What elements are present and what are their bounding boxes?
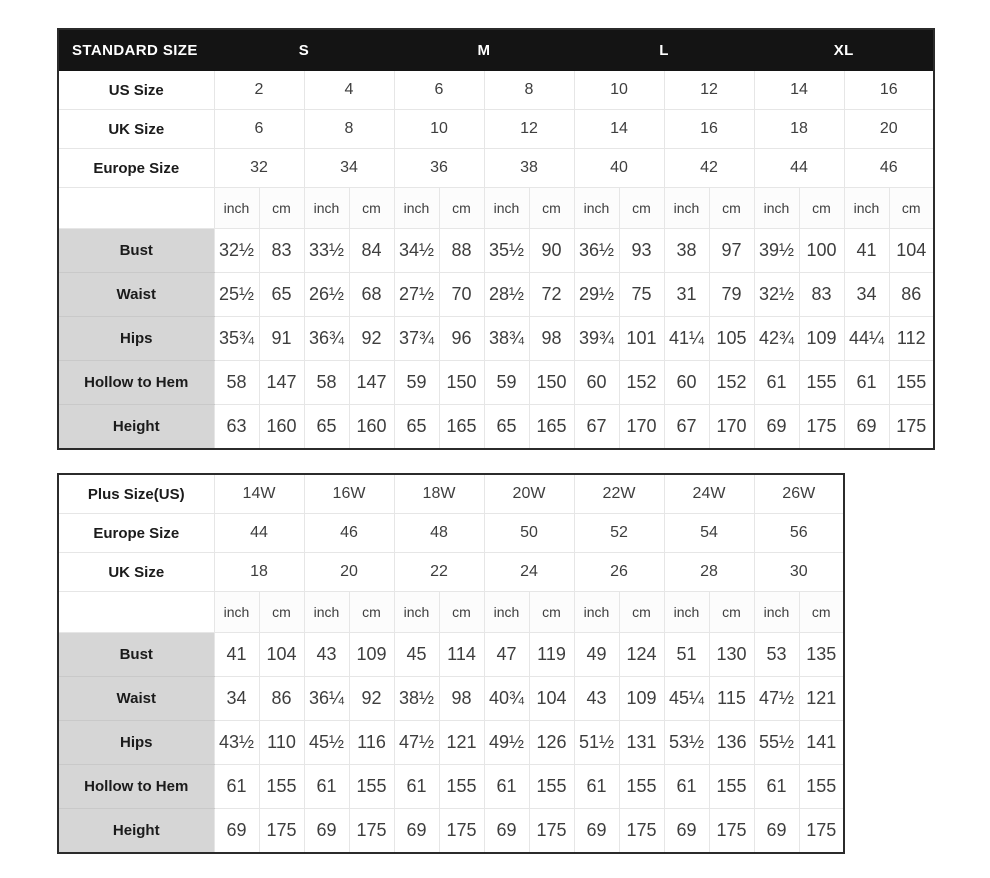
measurement-inch-cell: 67: [574, 405, 619, 450]
measurement-inch-cell: 35¾: [214, 317, 259, 361]
size-value-cell: 44: [214, 514, 304, 553]
measurement-cm-cell: 121: [439, 721, 484, 765]
measurement-cm-cell: 147: [349, 361, 394, 405]
measurement-cm-cell: 175: [439, 809, 484, 854]
measurement-inch-cell: 53: [754, 633, 799, 677]
measurement-inch-cell: 55½: [754, 721, 799, 765]
measurement-inch-cell: 37¾: [394, 317, 439, 361]
measurement-cm-cell: 75: [619, 273, 664, 317]
size-value-cell: 20: [844, 110, 934, 149]
unit-cm-label: cm: [529, 592, 574, 633]
measurement-inch-cell: 53½: [664, 721, 709, 765]
measurement-cm-cell: 83: [259, 229, 304, 273]
unit-cm-label: cm: [259, 188, 304, 229]
measurement-cm-cell: 98: [529, 317, 574, 361]
measurement-inch-cell: 61: [394, 765, 439, 809]
row-label: Europe Size: [58, 149, 214, 188]
measurement-cm-cell: 115: [709, 677, 754, 721]
measurement-inch-cell: 69: [754, 809, 799, 854]
measurement-inch-cell: 61: [214, 765, 259, 809]
measurement-inch-cell: 61: [664, 765, 709, 809]
size-value-cell: 20: [304, 553, 394, 592]
size-value-cell: 12: [664, 71, 754, 110]
measurement-cm-cell: 175: [259, 809, 304, 854]
measurement-cm-cell: 141: [799, 721, 844, 765]
unit-inch-label: inch: [754, 592, 799, 633]
measurement-inch-cell: 59: [484, 361, 529, 405]
measurement-inch-cell: 69: [754, 405, 799, 450]
measurement-inch-cell: 58: [304, 361, 349, 405]
measurement-cm-cell: 104: [529, 677, 574, 721]
measurement-inch-cell: 43½: [214, 721, 259, 765]
measurement-cm-cell: 98: [439, 677, 484, 721]
size-value-cell: 52: [574, 514, 664, 553]
measurement-cm-cell: 155: [439, 765, 484, 809]
empty-corner-cell: [58, 188, 214, 229]
size-value-cell: 8: [484, 71, 574, 110]
measurement-inch-cell: 47½: [394, 721, 439, 765]
row-label: UK Size: [58, 553, 214, 592]
measurement-inch-cell: 49½: [484, 721, 529, 765]
measurement-cm-cell: 160: [349, 405, 394, 450]
measurement-inch-cell: 61: [574, 765, 619, 809]
unit-cm-label: cm: [349, 188, 394, 229]
measurement-cm-cell: 86: [259, 677, 304, 721]
measurement-inch-cell: 45: [394, 633, 439, 677]
measurement-cm-cell: 104: [889, 229, 934, 273]
measurement-cm-cell: 79: [709, 273, 754, 317]
measurement-cm-cell: 131: [619, 721, 664, 765]
measurement-cm-cell: 126: [529, 721, 574, 765]
units-row: [58, 592, 844, 633]
measurement-cm-cell: 175: [529, 809, 574, 854]
row-label: UK Size: [58, 110, 214, 149]
unit-inch-label: inch: [484, 188, 529, 229]
size-value-cell: 12: [484, 110, 574, 149]
measurement-inch-cell: 47½: [754, 677, 799, 721]
measurement-inch-cell: 31: [664, 273, 709, 317]
measurement-cm-cell: 175: [349, 809, 394, 854]
measurement-cm-cell: 170: [709, 405, 754, 450]
table-title: STANDARD SIZE: [58, 29, 214, 71]
measurement-cm-cell: 175: [889, 405, 934, 450]
size-value-cell: 20W: [484, 474, 574, 514]
unit-cm-label: cm: [619, 592, 664, 633]
size-value-cell: 6: [394, 71, 484, 110]
measurement-row: [58, 405, 934, 450]
measurement-row: [58, 765, 844, 809]
measurement-cm-cell: 109: [349, 633, 394, 677]
measurement-cm-cell: 121: [799, 677, 844, 721]
measurement-inch-cell: 69: [844, 405, 889, 450]
size-value-cell: 22: [394, 553, 484, 592]
measurement-cm-cell: 155: [529, 765, 574, 809]
unit-cm-label: cm: [259, 592, 304, 633]
measurement-cm-cell: 152: [709, 361, 754, 405]
size-value-cell: 46: [844, 149, 934, 188]
measurement-cm-cell: 84: [349, 229, 394, 273]
size-row: [58, 553, 844, 592]
unit-inch-label: inch: [214, 188, 259, 229]
measurement-cm-cell: 150: [439, 361, 484, 405]
measurement-inch-cell: 43: [304, 633, 349, 677]
measurement-inch-cell: 69: [484, 809, 529, 854]
measurement-row: [58, 317, 934, 361]
size-value-cell: 44: [754, 149, 844, 188]
unit-inch-label: inch: [484, 592, 529, 633]
measurement-cm-cell: 155: [709, 765, 754, 809]
size-row: [58, 71, 934, 110]
unit-inch-label: inch: [304, 188, 349, 229]
measurement-inch-cell: 38¾: [484, 317, 529, 361]
size-value-cell: 16: [844, 71, 934, 110]
measurement-row: [58, 721, 844, 765]
row-label: Plus Size(US): [58, 474, 214, 514]
unit-cm-label: cm: [529, 188, 574, 229]
size-group-header: L: [574, 29, 754, 71]
measurement-row: [58, 633, 844, 677]
measurement-inch-cell: 69: [304, 809, 349, 854]
measurement-cm-cell: 86: [889, 273, 934, 317]
measurement-cm-cell: 155: [349, 765, 394, 809]
measurement-inch-cell: 35½: [484, 229, 529, 273]
measurement-cm-cell: 155: [799, 765, 844, 809]
measurement-inch-cell: 40¾: [484, 677, 529, 721]
measurement-cm-cell: 101: [619, 317, 664, 361]
measurement-cm-cell: 175: [709, 809, 754, 854]
row-label: Bust: [58, 229, 214, 273]
measurement-cm-cell: 150: [529, 361, 574, 405]
size-value-cell: 18: [214, 553, 304, 592]
size-value-cell: 6: [214, 110, 304, 149]
size-value-cell: 16: [664, 110, 754, 149]
measurement-cm-cell: 155: [799, 361, 844, 405]
measurement-cm-cell: 105: [709, 317, 754, 361]
measurement-cm-cell: 68: [349, 273, 394, 317]
unit-cm-label: cm: [889, 188, 934, 229]
measurement-cm-cell: 65: [259, 273, 304, 317]
measurement-inch-cell: 41: [214, 633, 259, 677]
unit-cm-label: cm: [799, 188, 844, 229]
measurement-inch-cell: 38½: [394, 677, 439, 721]
measurement-row: [58, 361, 934, 405]
size-value-cell: 38: [484, 149, 574, 188]
measurement-inch-cell: 36¾: [304, 317, 349, 361]
measurement-cm-cell: 90: [529, 229, 574, 273]
plus-size-table: [57, 473, 845, 854]
size-value-cell: 22W: [574, 474, 664, 514]
size-value-cell: 42: [664, 149, 754, 188]
measurement-inch-cell: 38: [664, 229, 709, 273]
measurement-row: [58, 809, 844, 854]
measurement-cm-cell: 92: [349, 317, 394, 361]
measurement-cm-cell: 155: [619, 765, 664, 809]
size-value-cell: 14: [754, 71, 844, 110]
measurement-cm-cell: 165: [529, 405, 574, 450]
measurement-cm-cell: 93: [619, 229, 664, 273]
size-value-cell: 28: [664, 553, 754, 592]
measurement-inch-cell: 65: [304, 405, 349, 450]
measurement-cm-cell: 88: [439, 229, 484, 273]
size-value-cell: 8: [304, 110, 394, 149]
measurement-inch-cell: 61: [304, 765, 349, 809]
row-label: Hips: [58, 317, 214, 361]
unit-inch-label: inch: [394, 592, 439, 633]
size-row: [58, 149, 934, 188]
measurement-cm-cell: 160: [259, 405, 304, 450]
measurement-cm-cell: 152: [619, 361, 664, 405]
size-value-cell: 36: [394, 149, 484, 188]
measurement-inch-cell: 63: [214, 405, 259, 450]
size-value-cell: 24: [484, 553, 574, 592]
measurement-inch-cell: 61: [754, 765, 799, 809]
unit-inch-label: inch: [754, 188, 799, 229]
measurement-cm-cell: 147: [259, 361, 304, 405]
unit-inch-label: inch: [394, 188, 439, 229]
measurement-inch-cell: 32½: [754, 273, 799, 317]
unit-cm-label: cm: [799, 592, 844, 633]
measurement-inch-cell: 36½: [574, 229, 619, 273]
row-label: Europe Size: [58, 514, 214, 553]
size-value-cell: 10: [574, 71, 664, 110]
measurement-cm-cell: 96: [439, 317, 484, 361]
row-label: Waist: [58, 273, 214, 317]
size-value-cell: 50: [484, 514, 574, 553]
unit-cm-label: cm: [709, 188, 754, 229]
measurement-inch-cell: 27½: [394, 273, 439, 317]
size-group-header: M: [394, 29, 574, 71]
measurement-inch-cell: 32½: [214, 229, 259, 273]
measurement-inch-cell: 42¾: [754, 317, 799, 361]
measurement-cm-cell: 116: [349, 721, 394, 765]
measurement-cm-cell: 155: [259, 765, 304, 809]
measurement-inch-cell: 61: [484, 765, 529, 809]
measurement-inch-cell: 60: [574, 361, 619, 405]
measurement-inch-cell: 39½: [754, 229, 799, 273]
unit-cm-label: cm: [439, 592, 484, 633]
measurement-inch-cell: 25½: [214, 273, 259, 317]
size-value-cell: 48: [394, 514, 484, 553]
unit-inch-label: inch: [574, 188, 619, 229]
size-row: [58, 110, 934, 149]
row-label: Waist: [58, 677, 214, 721]
standard-size-table: [57, 28, 935, 450]
measurement-cm-cell: 109: [619, 677, 664, 721]
measurement-cm-cell: 100: [799, 229, 844, 273]
measurement-cm-cell: 104: [259, 633, 304, 677]
size-value-cell: 10: [394, 110, 484, 149]
size-value-cell: 54: [664, 514, 754, 553]
size-value-cell: 32: [214, 149, 304, 188]
size-value-cell: 18: [754, 110, 844, 149]
measurement-inch-cell: 45¼: [664, 677, 709, 721]
measurement-cm-cell: 114: [439, 633, 484, 677]
measurement-cm-cell: 135: [799, 633, 844, 677]
unit-cm-label: cm: [619, 188, 664, 229]
measurement-inch-cell: 43: [574, 677, 619, 721]
measurement-inch-cell: 51½: [574, 721, 619, 765]
measurement-cm-cell: 155: [889, 361, 934, 405]
units-row: [58, 188, 934, 229]
size-value-cell: 14W: [214, 474, 304, 514]
size-value-cell: 26W: [754, 474, 844, 514]
size-value-cell: 18W: [394, 474, 484, 514]
size-value-cell: 24W: [664, 474, 754, 514]
unit-inch-label: inch: [844, 188, 889, 229]
measurement-inch-cell: 69: [664, 809, 709, 854]
row-label: Height: [58, 809, 214, 854]
measurement-cm-cell: 110: [259, 721, 304, 765]
measurement-inch-cell: 51: [664, 633, 709, 677]
measurement-inch-cell: 69: [394, 809, 439, 854]
measurement-inch-cell: 59: [394, 361, 439, 405]
measurement-inch-cell: 41¼: [664, 317, 709, 361]
measurement-cm-cell: 175: [799, 405, 844, 450]
size-row: [58, 474, 844, 514]
measurement-cm-cell: 72: [529, 273, 574, 317]
size-value-cell: 16W: [304, 474, 394, 514]
unit-inch-label: inch: [304, 592, 349, 633]
unit-inch-label: inch: [664, 188, 709, 229]
size-value-cell: 26: [574, 553, 664, 592]
measurement-cm-cell: 109: [799, 317, 844, 361]
measurement-inch-cell: 65: [394, 405, 439, 450]
size-value-cell: 14: [574, 110, 664, 149]
unit-cm-label: cm: [439, 188, 484, 229]
measurement-inch-cell: 29½: [574, 273, 619, 317]
measurement-row: [58, 677, 844, 721]
row-label: US Size: [58, 71, 214, 110]
measurement-inch-cell: 47: [484, 633, 529, 677]
measurement-cm-cell: 170: [619, 405, 664, 450]
row-label: Hollow to Hem: [58, 361, 214, 405]
measurement-inch-cell: 61: [754, 361, 799, 405]
size-value-cell: 40: [574, 149, 664, 188]
measurement-inch-cell: 44¼: [844, 317, 889, 361]
measurement-cm-cell: 165: [439, 405, 484, 450]
unit-inch-label: inch: [664, 592, 709, 633]
size-value-cell: 46: [304, 514, 394, 553]
measurement-row: [58, 273, 934, 317]
measurement-inch-cell: 69: [574, 809, 619, 854]
measurement-inch-cell: 34: [844, 273, 889, 317]
empty-corner-cell: [58, 592, 214, 633]
measurement-inch-cell: 28½: [484, 273, 529, 317]
unit-inch-label: inch: [574, 592, 619, 633]
size-value-cell: 34: [304, 149, 394, 188]
row-label: Height: [58, 405, 214, 450]
size-value-cell: 30: [754, 553, 844, 592]
measurement-inch-cell: 45½: [304, 721, 349, 765]
row-label: Hips: [58, 721, 214, 765]
measurement-cm-cell: 97: [709, 229, 754, 273]
measurement-inch-cell: 69: [214, 809, 259, 854]
measurement-cm-cell: 130: [709, 633, 754, 677]
measurement-inch-cell: 36¼: [304, 677, 349, 721]
measurement-inch-cell: 49: [574, 633, 619, 677]
measurement-inch-cell: 67: [664, 405, 709, 450]
size-group-header: S: [214, 29, 394, 71]
measurement-cm-cell: 124: [619, 633, 664, 677]
measurement-inch-cell: 26½: [304, 273, 349, 317]
measurement-cm-cell: 91: [259, 317, 304, 361]
table-header-row: [58, 29, 934, 71]
unit-inch-label: inch: [214, 592, 259, 633]
measurement-cm-cell: 175: [799, 809, 844, 854]
measurement-cm-cell: 92: [349, 677, 394, 721]
measurement-inch-cell: 58: [214, 361, 259, 405]
measurement-inch-cell: 34: [214, 677, 259, 721]
row-label: Bust: [58, 633, 214, 677]
measurement-inch-cell: 39¾: [574, 317, 619, 361]
row-label: Hollow to Hem: [58, 765, 214, 809]
size-value-cell: 2: [214, 71, 304, 110]
measurement-cm-cell: 175: [619, 809, 664, 854]
size-value-cell: 56: [754, 514, 844, 553]
measurement-cm-cell: 83: [799, 273, 844, 317]
unit-cm-label: cm: [709, 592, 754, 633]
size-row: [58, 514, 844, 553]
measurement-inch-cell: 33½: [304, 229, 349, 273]
measurement-inch-cell: 61: [844, 361, 889, 405]
measurement-row: [58, 229, 934, 273]
measurement-cm-cell: 70: [439, 273, 484, 317]
measurement-cm-cell: 136: [709, 721, 754, 765]
measurement-cm-cell: 112: [889, 317, 934, 361]
measurement-inch-cell: 34½: [394, 229, 439, 273]
measurement-inch-cell: 41: [844, 229, 889, 273]
size-group-header: XL: [754, 29, 934, 71]
size-value-cell: 4: [304, 71, 394, 110]
measurement-cm-cell: 119: [529, 633, 574, 677]
measurement-inch-cell: 65: [484, 405, 529, 450]
unit-cm-label: cm: [349, 592, 394, 633]
measurement-inch-cell: 60: [664, 361, 709, 405]
